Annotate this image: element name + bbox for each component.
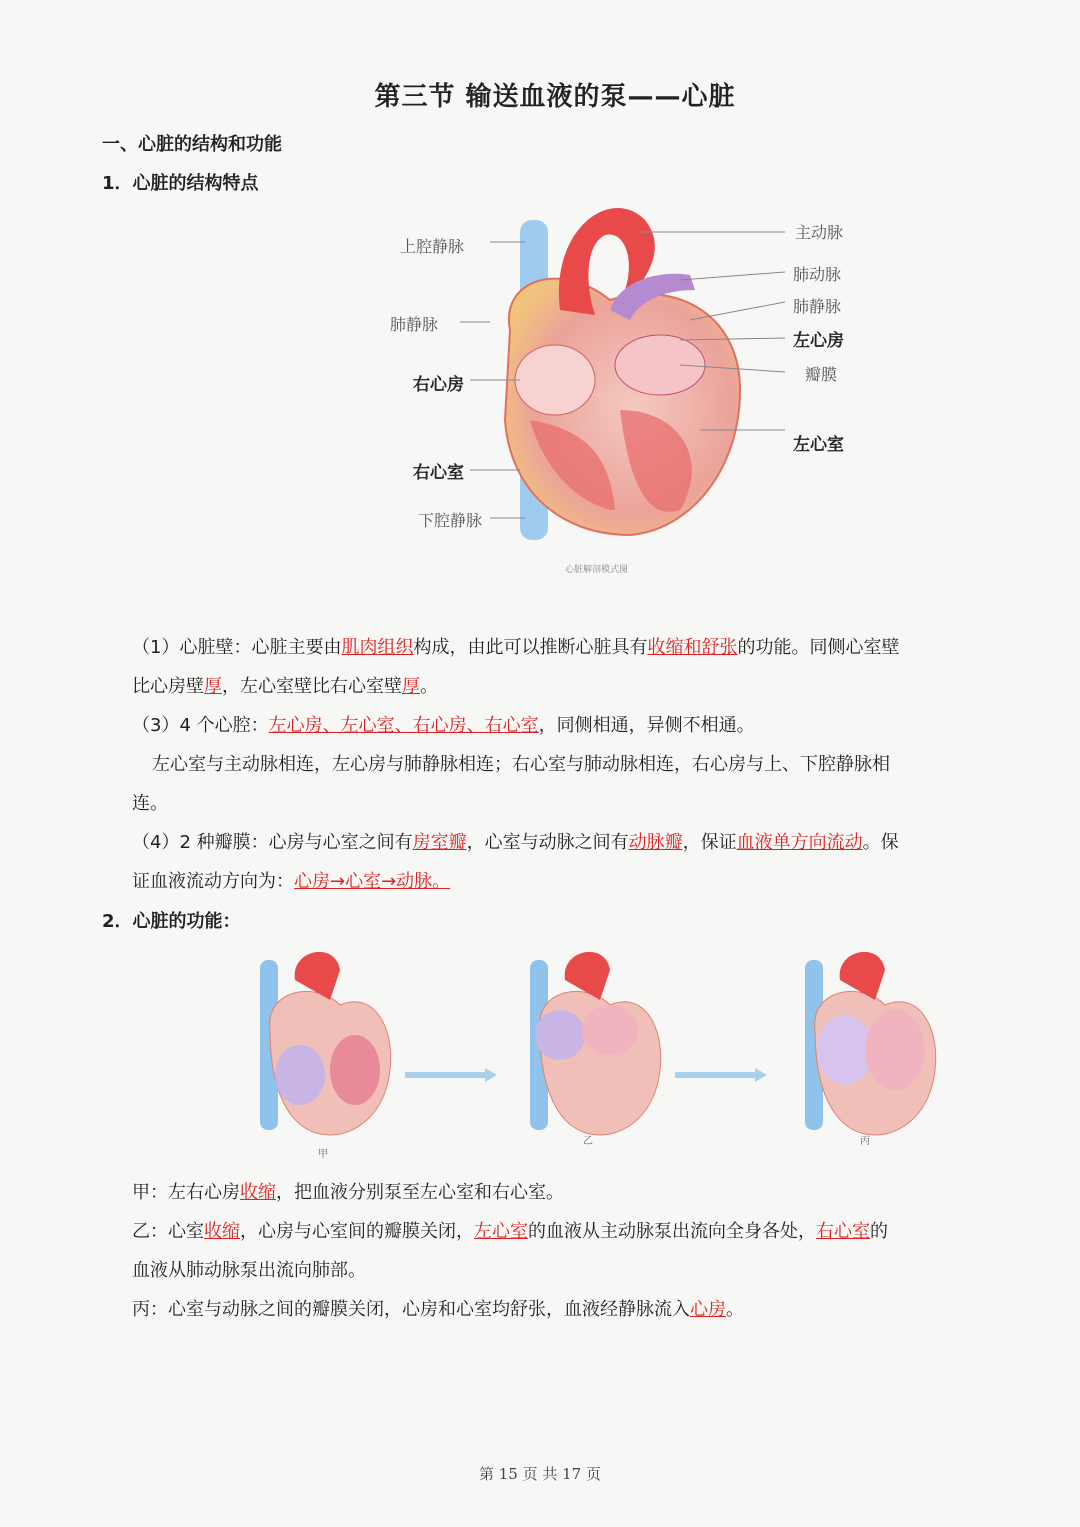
stage-label-bing: 丙: [860, 1136, 870, 1147]
label-valve: 瓣膜: [805, 365, 838, 384]
page-number-footer: 第 15 页 共 17 页: [478, 1465, 601, 1483]
heart-anatomy-figure: [380, 190, 860, 580]
page-title: 第三节 输送血液的泵——心脏: [374, 82, 736, 112]
label-left-atrium: 左心房: [793, 331, 844, 351]
paragraph-chambers: （3）4 个心腔：左心房、左心室、右心房、右心室，同侧相通，异侧不相通。: [132, 715, 755, 736]
paragraph-valves: （4）2 种瓣膜：心房与心室之间有房室瓣，心室与动脉之间有动脉瓣，保证血液单方向流动。保 证血液流动方向为：心房→心室→动脉。: [132, 832, 899, 892]
paragraph-connections: 左心室与主动脉相连，左心房与肺静脉相连；右心室与肺动脉相连，右心房与上、下腔静脉相 连。: [132, 754, 890, 814]
label-pulmonary-vein-left: 肺静脉: [390, 315, 439, 334]
stage-label-jia: 甲: [318, 1149, 328, 1160]
subsection-heading: 1．心脏的结构特点: [102, 173, 259, 194]
label-inferior-vena-cava: 下腔静脉: [418, 511, 483, 530]
cardiac-cycle-illustration: [245, 940, 945, 1160]
paragraph-stage-bing: 丙：心室与动脉之间的瓣膜关闭，心房和心室均舒张，血液经静脉流入心房。: [132, 1299, 744, 1320]
paragraph-heart-wall: （1）心脏壁：心脏主要由肌肉组织构成，由此可以推断心脏具有收缩和舒张的功能。同侧心室壁 比心房壁厚，左心室壁比右心室壁厚。: [132, 637, 900, 697]
label-superior-vena-cava: 上腔静脉: [400, 237, 465, 256]
label-aorta: 主动脉: [795, 223, 844, 242]
figure-caption: 心脏解剖模式图: [565, 565, 629, 575]
label-pulmonary-vein-right: 肺静脉: [793, 297, 842, 316]
label-right-atrium: 右心房: [413, 375, 464, 395]
paragraph-stage-yi: 乙：心室收缩，心房与心室间的瓣膜关闭，左心室的血液从主动脉泵出流向全身各处，右心室的 血液从肺动脉泵出流向肺部。: [132, 1221, 888, 1281]
label-left-ventricle: 左心室: [793, 435, 844, 455]
stage-label-yi: 乙: [583, 1136, 593, 1147]
cardiac-cycle-figure: [245, 940, 945, 1160]
label-right-ventricle: 右心室: [413, 463, 464, 483]
section-heading: 一、心脏的结构和功能: [102, 134, 282, 155]
label-pulmonary-artery: 肺动脉: [793, 265, 842, 284]
paragraph-stage-jia: 甲：左右心房收缩，把血液分别泵至左心室和右心室。: [132, 1182, 564, 1203]
subsection-heading-function: 2．心脏的功能：: [102, 911, 241, 932]
